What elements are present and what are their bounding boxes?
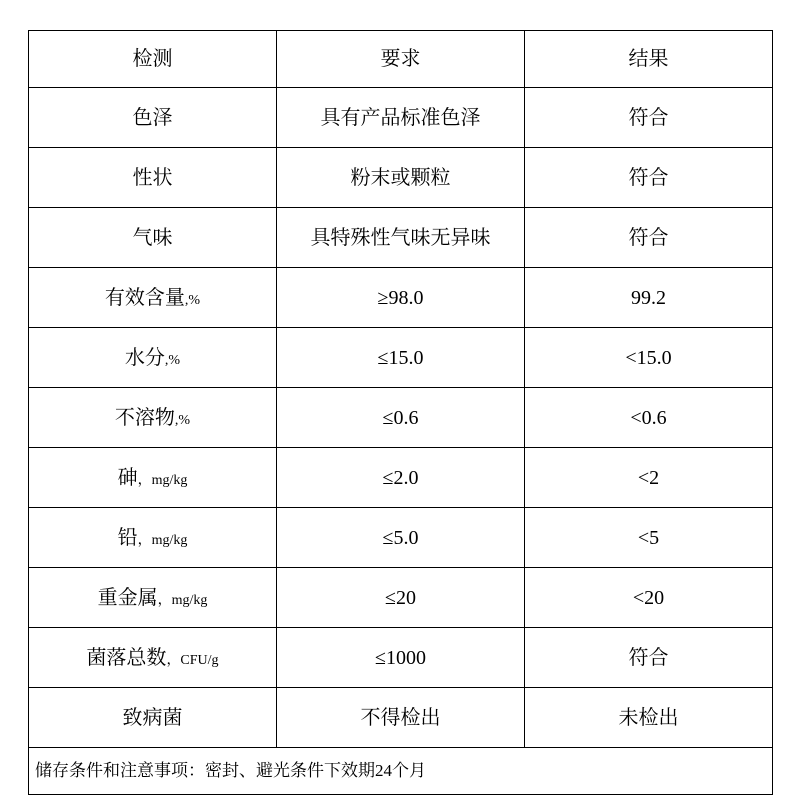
item-label: 性状 <box>132 166 173 189</box>
cell-item <box>29 448 277 508</box>
cell-result: <2 <box>525 448 773 508</box>
cell-requirement: 粉末或颗粒 <box>277 148 525 208</box>
item-unit: ，mg/kg <box>137 472 188 488</box>
cell-item <box>29 88 277 148</box>
table-row <box>29 328 773 388</box>
cell-result: 符合 <box>525 88 773 148</box>
table-row <box>29 568 773 628</box>
cell-requirement: ≤0.6 <box>277 388 525 448</box>
item-label: 有效含量 <box>104 286 185 309</box>
cell-result: <20 <box>525 568 773 628</box>
specification-table <box>28 30 773 795</box>
item-label: 砷 <box>117 466 138 489</box>
cell-result: <15.0 <box>525 328 773 388</box>
table-row <box>29 628 773 688</box>
item-label: 气味 <box>132 226 173 249</box>
cell-requirement: ≥98.0 <box>277 268 525 328</box>
cell-item <box>29 628 277 688</box>
item-label: 重金属 <box>97 586 158 609</box>
cell-requirement: 具特殊性气味无异味 <box>277 208 525 268</box>
item-unit: ,% <box>164 352 181 368</box>
column-header-result: 结果 <box>525 31 773 88</box>
cell-item <box>29 388 277 448</box>
cell-item <box>29 688 277 748</box>
cell-item <box>29 568 277 628</box>
cell-requirement: ≤5.0 <box>277 508 525 568</box>
table-row <box>29 208 773 268</box>
item-label: 水分 <box>124 346 165 369</box>
item-unit: ，mg/kg <box>157 592 208 608</box>
cell-result: 符合 <box>525 208 773 268</box>
column-header-item: 检测 <box>29 31 277 88</box>
cell-result: 符合 <box>525 628 773 688</box>
table-row <box>29 688 773 748</box>
column-header-requirement: 要求 <box>277 31 525 88</box>
item-label: 菌落总数 <box>86 646 167 669</box>
cell-result: <5 <box>525 508 773 568</box>
cell-requirement: 具有产品标准色泽 <box>277 88 525 148</box>
table-body <box>29 31 773 795</box>
cell-result: 99.2 <box>525 268 773 328</box>
item-unit: ，CFU/g <box>166 652 219 668</box>
table-row <box>29 268 773 328</box>
table-header-row <box>29 31 773 88</box>
storage-note: 储存条件和注意事项：密封、避光条件下效期24个月 <box>29 748 773 795</box>
cell-requirement: ≤1000 <box>277 628 525 688</box>
cell-item <box>29 148 277 208</box>
table-row <box>29 388 773 448</box>
cell-result: 未检出 <box>525 688 773 748</box>
cell-requirement: ≤2.0 <box>277 448 525 508</box>
table-row <box>29 448 773 508</box>
cell-result: 符合 <box>525 148 773 208</box>
cell-result: <0.6 <box>525 388 773 448</box>
item-label: 致病菌 <box>122 706 183 729</box>
cell-item <box>29 508 277 568</box>
table-row <box>29 508 773 568</box>
table-row <box>29 148 773 208</box>
table-footer-row <box>29 748 773 795</box>
cell-item <box>29 208 277 268</box>
cell-requirement: 不得检出 <box>277 688 525 748</box>
item-label: 铅 <box>117 526 138 549</box>
table-row <box>29 88 773 148</box>
cell-requirement: ≤20 <box>277 568 525 628</box>
item-label: 色泽 <box>132 106 173 129</box>
item-unit: ,% <box>184 292 201 308</box>
item-label: 不溶物 <box>114 406 175 429</box>
cell-item <box>29 268 277 328</box>
item-unit: ，mg/kg <box>137 532 188 548</box>
cell-requirement: ≤15.0 <box>277 328 525 388</box>
item-unit: ,% <box>174 412 191 428</box>
cell-item <box>29 328 277 388</box>
